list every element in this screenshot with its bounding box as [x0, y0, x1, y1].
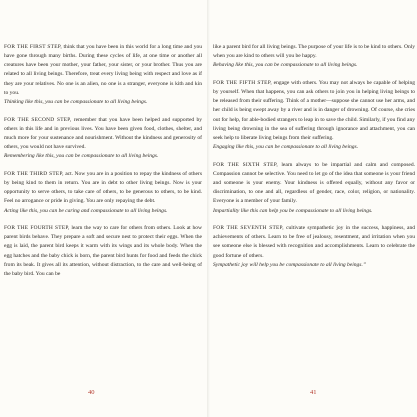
step-lead: FOR THE FIRST STEP, [4, 44, 62, 50]
paragraph-step-2 [4, 116, 202, 162]
page-number-left: 40 [88, 389, 95, 396]
step-lead: FOR THE FIFTH STEP, [213, 79, 272, 86]
paragraph-continuation [213, 43, 415, 70]
step-affirmation: Acting like this, you can be caring and compassionate to all living beings. [4, 207, 168, 214]
step-lead: FOR THE THIRD STEP, [4, 170, 64, 177]
step-affirmation: Engaging like this, you can be compassionate to all living beings. [213, 144, 359, 151]
step-affirmation: Impartiality like this can help you be compassionate to all living beings. [213, 207, 373, 214]
right-page [213, 43, 415, 415]
continuation-affirmation: Behaving like this, you can be compassionate to all living beings. [213, 62, 358, 69]
paragraph-step-4 [4, 224, 202, 279]
paragraph-step-3 [4, 170, 202, 216]
paragraph-step-6 [213, 161, 415, 216]
paragraph-step-1 [4, 43, 202, 107]
step-affirmation: Remembering like this, you can be compassionate to all living beings. [4, 153, 159, 160]
step-affirmation: Sympathetic joy will help you be compassionate to all living beings.” [213, 261, 366, 268]
step-lead: FOR THE FOURTH STEP, [4, 225, 70, 232]
continuation-text: like a parent bird for all living beings. The purpose of your life is to be kind to others. Only when you are kind to others will you be happy. [213, 44, 415, 60]
step-lead: FOR THE SIXTH STEP, [213, 161, 278, 168]
book-gutter [207, 0, 210, 417]
step-text: learn the way to care for others from others. Look at how parent birds behave. They prepare a soft and secure nest to protect their eggs. When the egg is laid, the parent bird keeps it warm with its wings and its whole body. When the egg hatches and the baby chick is born, the parent bird hunts for food and feeds the chick from its beak. It gives all its attention, without distraction, to the care and well-being of the baby bird. You can be [4, 225, 202, 277]
step-affirmation: Thinking like this, you can be compassionate to all living beings. [4, 98, 148, 105]
page-number-right: 41 [310, 389, 317, 396]
step-lead: FOR THE SEVENTH STEP, [213, 225, 284, 232]
step-text: think that you have been in this world for a long time and you have gone through many births. During these cycles of life, at one time or another all creatures have been your mother, your father, your sister, or your brother. Thus you are related to all living beings. Therefore, treat every living being with respect and love as if they are your relatives. No one is an alien, no one is a stranger, everyone is kith and kin to you. [4, 44, 202, 96]
paragraph-step-5 [213, 79, 415, 152]
step-lead: FOR THE SECOND STEP, [4, 116, 72, 123]
step-text: cultivate sympathetic joy in the success, happiness, and achievements of others. Learn to be free of jealousy, resentment, and irritation when you see someone else is blessed with recognition and accomplishments. Learn to celebrate the good fortune of others. [213, 225, 416, 259]
step-text: act. Now you are in a position to repay the kindness of others by being kind to them in return. You are in debt to other living beings. Now is your opportunity to serve others, to take care of others, to be generous to others, to be kind. Feel no arrogance or pride in giving. You are only repaying the debt. [4, 170, 202, 205]
paragraph-step-7 [213, 224, 415, 270]
step-text: remember that you have been helped and supported by others in this life and in previous lives. You have been given food, clothes, shelter, and much more for your sustenance and nourishment. Without the kindness and generosity of others, you would not have survived. [4, 116, 202, 151]
left-page [4, 43, 202, 415]
step-text: learn always to be impartial and calm and composed. Compassion cannot be selective. You need to let go of the idea that someone is your friend and someone is your enemy. Your kindness is offered equally, without any favor or discrimination, to one and all, regardless of gender, race, color, religion, or nationality. Everyone is a member of your family. [213, 161, 415, 205]
step-text: engage with others. You may not always be capable of helping by yourself. When that happens, you can ask others to join you in helping living beings to be released from their suffering. Think of a mother—suppose she cannot use her arms, and her child is being swept away by a river and is in danger of drowning. Of course, she cries out for help, for able-bodied strangers to leap in to save the child. Similarly, if you find any living being drowning in the sea of suffering through ignorance and attachment, you can seek help to liberate living beings from their suffering. [213, 79, 416, 141]
